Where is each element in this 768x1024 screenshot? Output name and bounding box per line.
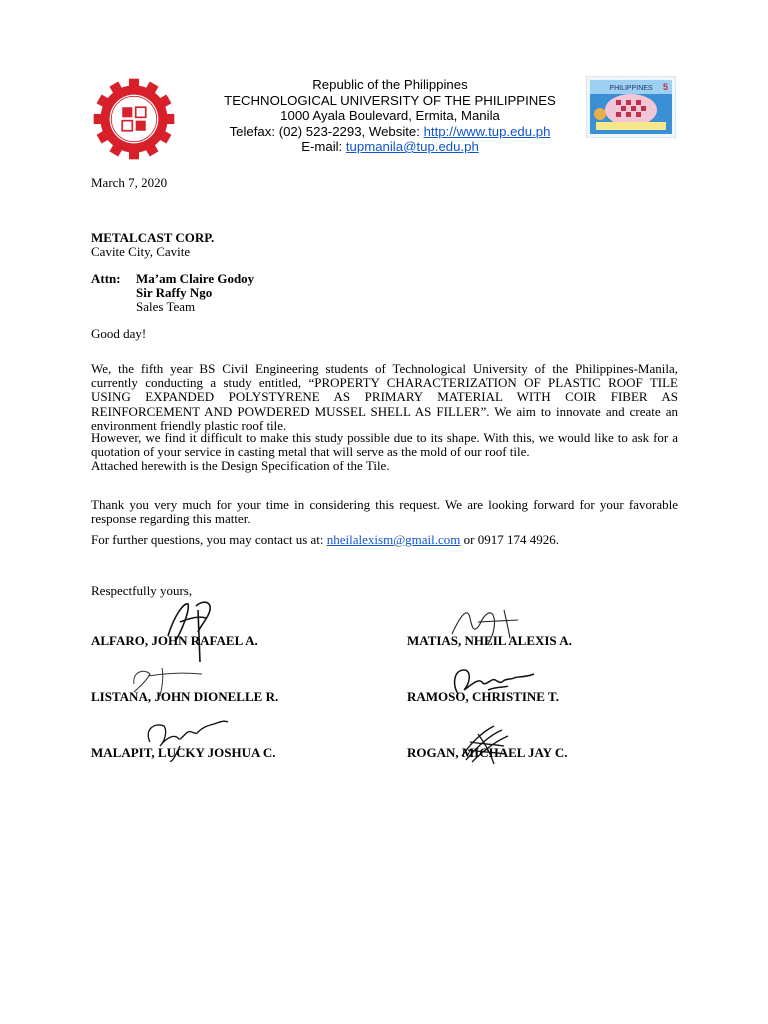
stamp-image bbox=[586, 76, 676, 138]
greeting: Good day! bbox=[91, 326, 147, 341]
contact-prefix: For further questions, you may contact us at: bbox=[91, 532, 327, 547]
recipient-company: METALCAST CORP. bbox=[91, 230, 215, 245]
body-paragraph-4 bbox=[91, 533, 678, 547]
signer-name-5: MALAPIT, LUCKY JOSHUA C. bbox=[91, 745, 276, 760]
letterhead-email-line bbox=[190, 139, 590, 155]
signer-name-6: ROGAN, MICHAEL JAY C. bbox=[407, 745, 568, 760]
body-paragraph-2 bbox=[91, 431, 678, 474]
letterhead-email-label: E-mail: bbox=[301, 139, 346, 154]
recipient-address: Cavite City, Cavite bbox=[91, 244, 191, 260]
letterhead-university: TECHNOLOGICAL UNIVERSITY OF THE PHILIPPINES bbox=[224, 92, 556, 108]
attn-label: Attn: bbox=[91, 271, 121, 286]
university-logo bbox=[92, 77, 176, 161]
letter-date: March 7, 2020 bbox=[91, 175, 168, 190]
letterhead-telefax-line bbox=[190, 124, 590, 140]
contact-phone: or 0917 174 4926. bbox=[460, 532, 559, 547]
letterhead-republic: Republic of the Philippines bbox=[312, 77, 468, 92]
signer-name-1: ALFARO, JOHN RAFAEL A. bbox=[91, 633, 258, 648]
stamp-country-label: PHILIPPINES bbox=[609, 85, 653, 92]
letterhead-address: 1000 Ayala Boulevard, Ermita, Manila bbox=[280, 108, 500, 123]
attn-name-1: Ma’am Claire Godoy bbox=[136, 271, 255, 286]
body-paragraph-1: We, the fifth year BS Civil Engineering students of Technological University of the Philippines-Manila, currently conducting a study entitled, “PROPERTY CHARACTERIZATION OF PLASTIC ROOF TILE USING EXPANDED POLYSTYRENE AS PRIMARY MATERIAL WITH COIR FIBER AS REINFORCEMENT AND POWDERED MUSSEL SHELL AS FILLER”. We aim to innovate and create an environment friendly plastic roof tile. bbox=[91, 361, 678, 433]
signer-name-2: MATIAS, NHEIL ALEXIS A. bbox=[407, 633, 572, 648]
letterhead bbox=[190, 77, 590, 155]
stamp-value-label: 5 bbox=[662, 82, 668, 92]
body-paragraph-2-attachment: Attached herewith is the Design Specification of the Tile. bbox=[91, 458, 390, 474]
university-email-link[interactable]: tupmanila@tup.edu.ph bbox=[345, 139, 479, 154]
letterhead-telefax: Telefax: (02) 523-2293, Website: bbox=[229, 123, 424, 139]
body-paragraph-3: Thank you very much for your time in considering this request. We are looking forward for your favorable response regarding this matter. bbox=[91, 497, 678, 527]
body-paragraph-2-text: However, we find it difficult to make this study possible due to its shape. With this, we would like to ask for a quotation of your service in casting metal that will serve as the mold of our roof tile. bbox=[91, 430, 678, 460]
closing: Respectfully yours, bbox=[91, 583, 193, 598]
website-link[interactable]: http://www.tup.edu.ph bbox=[423, 123, 551, 139]
signature-alfaro bbox=[160, 596, 220, 662]
recipient-block bbox=[91, 231, 214, 259]
signer-name-3: LISTANA, JOHN DIONELLE R. bbox=[91, 689, 279, 704]
contact-email-link[interactable]: nheilalexism@gmail.com bbox=[326, 532, 461, 547]
signer-name-4: RAMOSO, CHRISTINE T. bbox=[407, 689, 559, 704]
attn-team: Sales Team bbox=[136, 299, 196, 315]
attention-block bbox=[91, 272, 254, 315]
attn-name-2: Sir Raffy Ngo bbox=[136, 285, 213, 301]
